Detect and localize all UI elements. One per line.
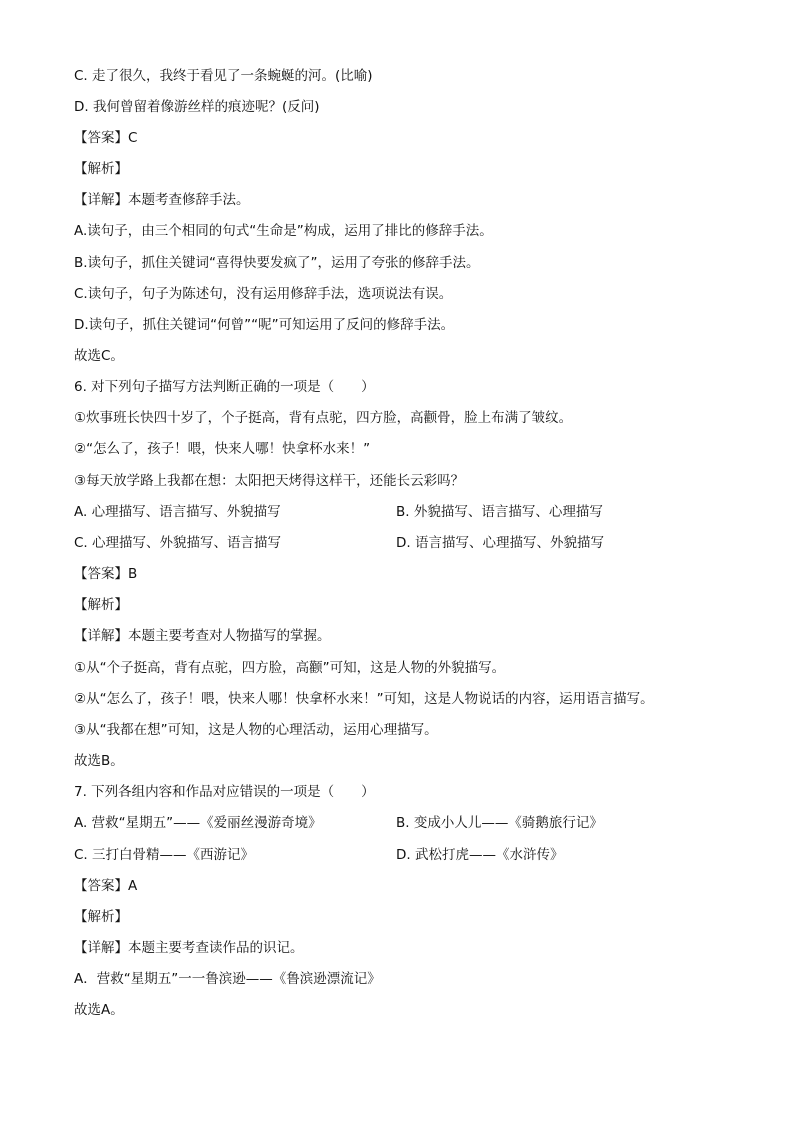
q6-analysis-label: 【解析】 — [74, 597, 128, 613]
q6-explain-3: ③从“我都在想”可知，这是人物的心理活动，运用心理描写。 — [74, 722, 438, 738]
q7-conclusion: 故选A。 — [74, 1002, 124, 1018]
s1-conclusion: 故选C。 — [74, 348, 124, 364]
s1-explain-c: C.读句子，句子为陈述句，没有运用修辞手法，选项说法有误。 — [74, 286, 453, 302]
q7-analysis-label: 【解析】 — [74, 909, 128, 925]
q7-explain-a: A．营救“星期五”一一鲁滨逊——《鲁滨逊漂流记》 — [74, 971, 381, 987]
q7-option-b: B. 变成小人儿——《骑鹅旅行记》 — [396, 815, 603, 831]
q6-conclusion: 故选B。 — [74, 753, 124, 769]
q6-stem: 6. 对下列句子描写方法判断正确的一项是（ ） — [74, 379, 375, 395]
q6-answer: 【答案】B — [74, 566, 138, 582]
q7-stem: 7. 下列各组内容和作品对应错误的一项是（ ） — [74, 784, 375, 800]
s1-answer: 【答案】C — [74, 130, 138, 146]
q6-option-d: D. 语言描写、心理描写、外貌描写 — [396, 535, 604, 551]
q7-option-a: A. 营救“星期五”——《爱丽丝漫游奇境》 — [74, 815, 322, 831]
q7-option-c: C. 三打白骨精——《西游记》 — [74, 847, 255, 863]
q7-detail: 【详解】本题主要考查读作品的识记。 — [74, 940, 304, 956]
s1-explain-b: B.读句子，抓住关键词“喜得快要发疯了”，运用了夸张的修辞手法。 — [74, 255, 480, 271]
s1-analysis-label: 【解析】 — [74, 161, 128, 177]
s1-detail: 【详解】本题考查修辞手法。 — [74, 192, 250, 208]
q7-answer: 【答案】A — [74, 878, 138, 894]
q6-option-b: B. 外貌描写、语言描写、心理描写 — [396, 504, 603, 520]
s1-explain-d: D.读句子，抓住关键词“何曾”“呢”可知运用了反问的修辞手法。 — [74, 317, 455, 333]
q6-option-c: C. 心理描写、外貌描写、语言描写 — [74, 535, 282, 551]
q7-option-d: D. 武松打虎——《水浒传》 — [396, 847, 564, 863]
q6-detail: 【详解】本题主要考查对人物描写的掌握。 — [74, 628, 331, 644]
q6-sentence-1: ①炊事班长快四十岁了，个子挺高，背有点驼，四方脸，高颧骨，脸上布满了皱纹。 — [74, 410, 573, 426]
q6-sentence-2: ②“怎么了，孩子！喂，快来人哪！快拿杯水来！” — [74, 441, 371, 457]
q6-explain-2: ②从“怎么了，孩子！喂，快来人哪！快拿杯水来！”可知，这是人物说话的内容，运用语言描写。 — [74, 691, 654, 707]
q6-option-a: A. 心理描写、语言描写、外貌描写 — [74, 504, 281, 520]
s1-option-d: D. 我何曾留着像游丝样的痕迹呢？(反问) — [74, 99, 320, 115]
q6-sentence-3: ③每天放学路上我都在想：太阳把天烤得这样干，还能长云彩吗？ — [74, 473, 465, 489]
q6-explain-1: ①从“个子挺高，背有点驼，四方脸，高颧”可知，这是人物的外貌描写。 — [74, 660, 506, 676]
s1-explain-a: A.读句子，由三个相同的句式“生命是”构成，运用了排比的修辞手法。 — [74, 223, 493, 239]
s1-option-c: C. 走了很久，我终于看见了一条蜿蜒的河。(比喻) — [74, 68, 373, 84]
